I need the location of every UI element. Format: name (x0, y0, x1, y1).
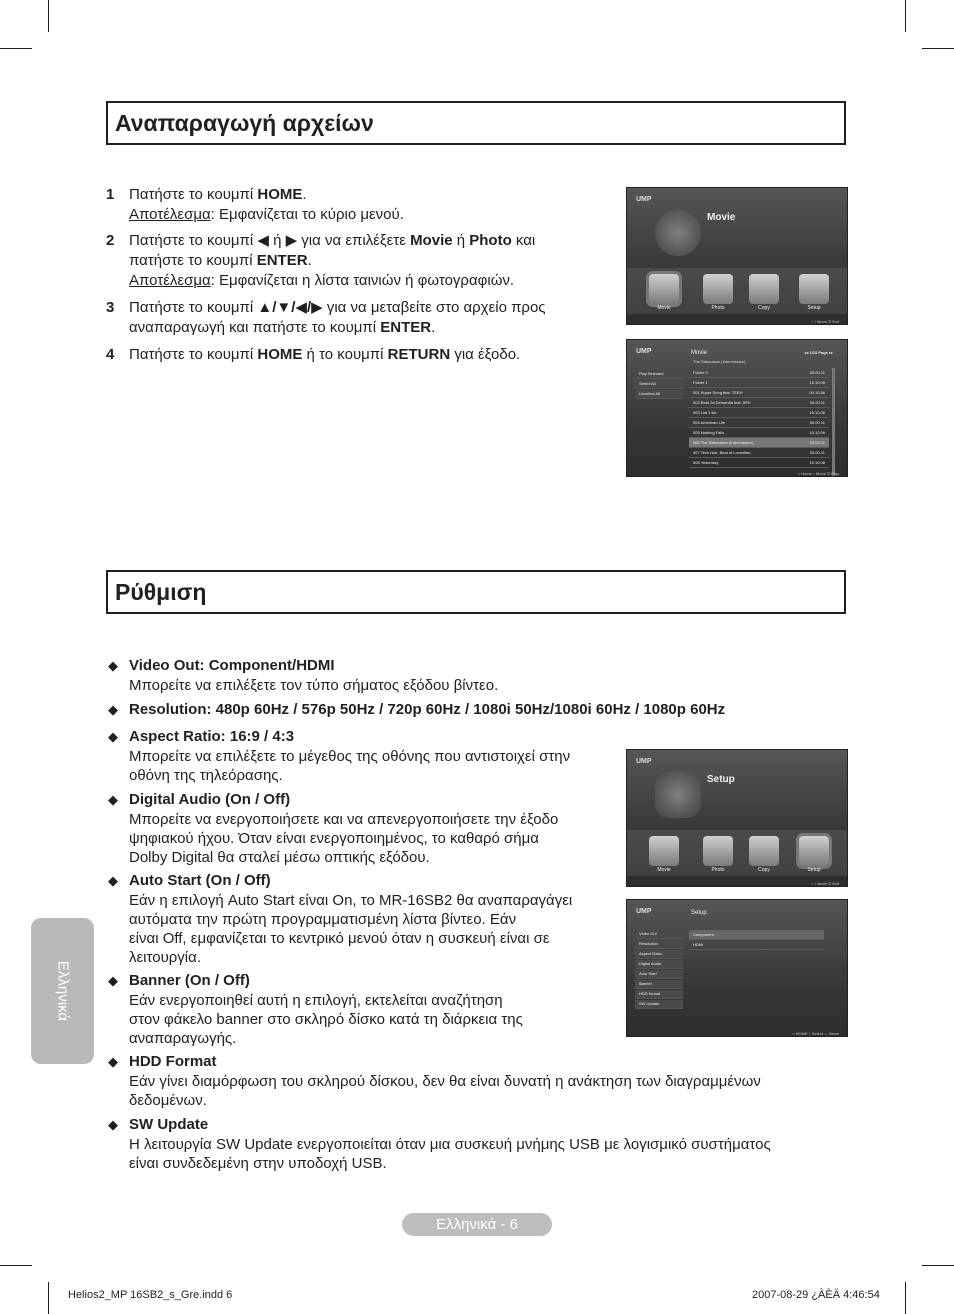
crop-mark (922, 48, 954, 49)
gear-icon (655, 772, 701, 818)
step-text: ή (452, 232, 470, 249)
menu-heading: Movie (707, 212, 736, 223)
step-key: ENTER (380, 319, 432, 336)
step-text: Πατήστε το κουμπί (129, 346, 258, 363)
option-list (689, 930, 824, 950)
result-label: Αποτέλεσμα (129, 272, 211, 289)
setting-title: SW Update (129, 1116, 209, 1133)
bullet-diamond-icon: ◆ (108, 873, 118, 888)
setup-icon[interactable] (799, 274, 829, 304)
setting-title: Aspect Ratio: 16:9 / 4:3 (129, 728, 295, 745)
result-label: Αποτέλεσμα (129, 206, 211, 223)
movie-icon[interactable] (649, 836, 679, 866)
setting-desc: είναι συνδεδεμένη στην υποδοχή USB. (129, 1155, 387, 1172)
screenshot-movie-list (626, 339, 848, 477)
movie-label: Movie (657, 305, 671, 311)
side-item-unselect-all[interactable]: Unselect All (635, 390, 683, 399)
screenshot-setup-list (626, 899, 848, 1037)
step-number: 2 (106, 232, 115, 249)
copy-label: Copy (758, 305, 770, 311)
setting-title: Digital Audio (On / Off) (129, 791, 291, 808)
photo-icon[interactable] (703, 836, 733, 866)
setting-desc: στον φάκελο banner στο σκληρό δίσκο κατά τη διάρκεια της (129, 1011, 523, 1028)
copy-icon[interactable] (749, 836, 779, 866)
list-item[interactable]: 007 Tech Noir, Beat of Lovestido 00.00.11 (689, 448, 829, 458)
movie-icon[interactable] (649, 274, 679, 304)
step-key: ENTER (256, 252, 308, 269)
setting-desc: Εάν ενεργοποιηθεί αυτή η επιλογή, εκτελείται αναζήτηση (129, 992, 503, 1009)
crop-mark (905, 0, 906, 32)
step-text: . (302, 186, 307, 203)
result-text: : Εμφανίζεται το κύριο μενού. (210, 206, 404, 223)
step-text: ή το κουμπί (302, 346, 388, 363)
bullet-diamond-icon: ◆ (108, 658, 118, 673)
bullet-diamond-icon: ◆ (108, 973, 118, 988)
side-item-play-selected[interactable]: Play Selected (635, 370, 683, 379)
bullet-diamond-icon: ◆ (108, 729, 118, 744)
file-list (689, 368, 829, 468)
side-item[interactable]: Video Out (635, 930, 683, 939)
side-item[interactable]: Aspect Ratio (635, 950, 683, 959)
setting-desc: λειτουργία. (129, 949, 201, 966)
list-heading: Setup (691, 910, 707, 916)
list-footer: ⌂ HOME ↕ Select ↔ Move (792, 1031, 839, 1036)
list-item[interactable]: 004 American Life 00.00.11 (689, 418, 829, 428)
step-key: HOME (257, 186, 303, 203)
side-item[interactable]: HDD format (635, 990, 683, 999)
crop-mark (0, 48, 32, 49)
movie-label: Movie (657, 867, 671, 873)
setting-desc: αναπαραγωγής. (129, 1030, 237, 1047)
photo-icon[interactable] (703, 274, 733, 304)
crop-mark (922, 1265, 954, 1266)
side-menu (635, 370, 683, 400)
side-item-select-all[interactable]: Select All (635, 380, 683, 389)
setting-title: Auto Start (On / Off) (129, 872, 271, 889)
setting-desc: δεδομένων. (129, 1092, 207, 1109)
step-number: 1 (106, 186, 115, 203)
step-text: αναπαραγωγή και πατήστε το κουμπί (129, 319, 381, 336)
setting-desc: Μπορείτε να ενεργοποιήσετε και να απενεργοποιήσετε την έξοδο (129, 811, 559, 828)
bullet-diamond-icon: ◆ (108, 792, 118, 807)
page-number: Ελληνικά - 6 (402, 1213, 552, 1236)
bullet-diamond-icon: ◆ (108, 1117, 118, 1132)
option-item[interactable]: HDMI (689, 940, 824, 950)
step-key: Movie (410, 232, 453, 249)
film-reel-icon (655, 210, 701, 256)
step-text: . (307, 252, 312, 269)
step-number: 3 (106, 299, 115, 316)
step-text: πατήστε το κουμπί (129, 252, 257, 269)
setting-title: HDD Format (129, 1053, 217, 1070)
list-footer: ⌂ Home ↕ Move ⎋ Play (797, 471, 839, 476)
step-text: . (431, 319, 436, 336)
section-title-playback: Αναπαραγωγή αρχείων (106, 101, 846, 145)
setup-label: Setup (807, 305, 821, 311)
scrollbar[interactable] (832, 368, 835, 477)
photo-label: Photo (711, 867, 725, 873)
setup-side-menu (635, 930, 683, 1010)
menu-footer: ↕ ↕ Move ⎋ Exit (810, 881, 839, 886)
crop-mark (905, 1282, 906, 1314)
menu-footer: ↕ ↕ Move ⎋ Exit (810, 319, 839, 324)
setting-desc: αυτόματα την πρώτη προγραμματισμένη λίστα βίντεο. Εάν (129, 911, 517, 928)
step-key: Photo (469, 232, 512, 249)
bullet-diamond-icon: ◆ (108, 702, 118, 717)
setting-desc: Η λειτουργία SW Update ενεργοποιείται όταν μια συσκευή μνήμης USB με λογισμικό συστήματος (129, 1136, 771, 1153)
setting-desc: είναι Off, εμφανίζεται το κεντρικό μενού όταν η συσκευή είναι σε (129, 930, 550, 947)
step-key: ▲/▼/◀/▶ (257, 299, 323, 316)
step-text: Πατήστε το κουμπί (129, 186, 258, 203)
step-text: Πατήστε το κουμπί ◀ ή ▶ για να επιλέξετε (129, 232, 411, 249)
language-tab-label: Ελληνικά (54, 960, 71, 1022)
setting-desc: Μπορείτε να επιλέξετε τον τύπο σήματος εξόδου βίντεο. (129, 677, 499, 694)
ump-logo: UMP (636, 908, 652, 915)
screenshot-setup-menu (626, 749, 848, 887)
option-item[interactable]: Component (689, 930, 824, 940)
setting-title: Video Out: Component/HDMI (129, 657, 335, 674)
step-key: RETURN (387, 346, 451, 363)
list-item[interactable]: Folder 0 00.00.11 (689, 368, 829, 378)
list-item[interactable]: 006 The Sakurasan (Intermission) 00.00.11 (689, 438, 829, 448)
setting-title: Resolution: 480p 60Hz / 576p 50Hz / 720p 60Hz / 1080i 50Hz/1080i 60Hz / 1080p 60Hz (129, 701, 726, 718)
step-number: 4 (106, 346, 115, 363)
slug-filename: Helios2_MP 16SB2_s_Gre.indd 6 (68, 1289, 233, 1301)
crop-mark (48, 0, 49, 32)
setting-desc: Εάν η επιλογή Auto Start είναι On, το MR-16SB2 θα αναπαραγάγει (129, 892, 573, 909)
setting-desc: Εάν γίνει διαμόρφωση του σκληρού δίσκου, δεν θα είναι δυνατή η ανάκτηση των διαγραμμένων (129, 1073, 761, 1090)
screenshot-movie-menu (626, 187, 848, 325)
setup-icon[interactable] (799, 836, 829, 866)
photo-label: Photo (711, 305, 725, 311)
step-text: για έξοδο. (450, 346, 521, 363)
ump-logo: UMP (636, 758, 652, 765)
list-item[interactable]: 001 Super Song feat. TEEH 00.10.56 (689, 388, 829, 398)
side-item[interactable]: Auto Start (635, 970, 683, 979)
setup-label: Setup (807, 867, 821, 873)
side-item[interactable]: Banner (635, 980, 683, 989)
side-item[interactable]: Digital Audio (635, 960, 683, 969)
list-heading: Movie (691, 350, 708, 356)
setting-desc: ψηφιακού ήχου. Όταν είναι ενεργοποιημένος, το καθαρό σήμα (129, 830, 539, 847)
ump-logo: UMP (636, 348, 652, 355)
list-subtitle: The Sakurasan (Intermission) (693, 359, 746, 364)
step-key: HOME (257, 346, 303, 363)
list-item[interactable]: 003 List 1 list 10.10.06 (689, 408, 829, 418)
page-indicator: ◂◂ 1/13 Page ▸▸ (804, 350, 833, 355)
list-item[interactable]: 002 Beat 2a Dementia feat. BPK 00.00.11 (689, 398, 829, 408)
crop-mark (48, 1282, 49, 1314)
setting-title: Banner (On / Off) (129, 972, 250, 989)
setting-desc: οθόνη της τηλεόρασης. (129, 767, 283, 784)
side-item[interactable]: Resolution (635, 940, 683, 949)
result-text: : Εμφανίζεται η λίστα ταινιών ή φωτογραφιών. (210, 272, 515, 289)
step-text: Πατήστε το κουμπί (129, 299, 258, 316)
list-item[interactable]: 008 Yesterday 10.10.06 (689, 458, 829, 468)
setting-desc: Dolby Digital θα σταλεί μέσω οπτικής εξόδου. (129, 849, 430, 866)
section-title-setup: Ρύθμιση (106, 570, 846, 614)
bullet-diamond-icon: ◆ (108, 1054, 118, 1069)
copy-label: Copy (758, 867, 770, 873)
side-item[interactable]: SW Update (635, 1000, 683, 1009)
copy-icon[interactable] (749, 274, 779, 304)
setting-desc: Μπορείτε να επιλέξετε το μέγεθος της οθόνης που αντιστοιχεί στην (129, 748, 571, 765)
list-item[interactable]: 005 Nothing Fails 10.10.06 (689, 428, 829, 438)
step-text: και (511, 232, 536, 249)
slug-timestamp: 2007-08-29 ¿ÀÈÄ 4:46:54 (752, 1289, 880, 1301)
step-text: για να μεταβείτε στο αρχείο προς (322, 299, 546, 316)
crop-mark (0, 1265, 32, 1266)
language-tab (31, 918, 94, 1064)
list-item[interactable]: Folder 1 10.10.06 (689, 378, 829, 388)
ump-logo: UMP (636, 196, 652, 203)
menu-heading: Setup (707, 774, 735, 785)
